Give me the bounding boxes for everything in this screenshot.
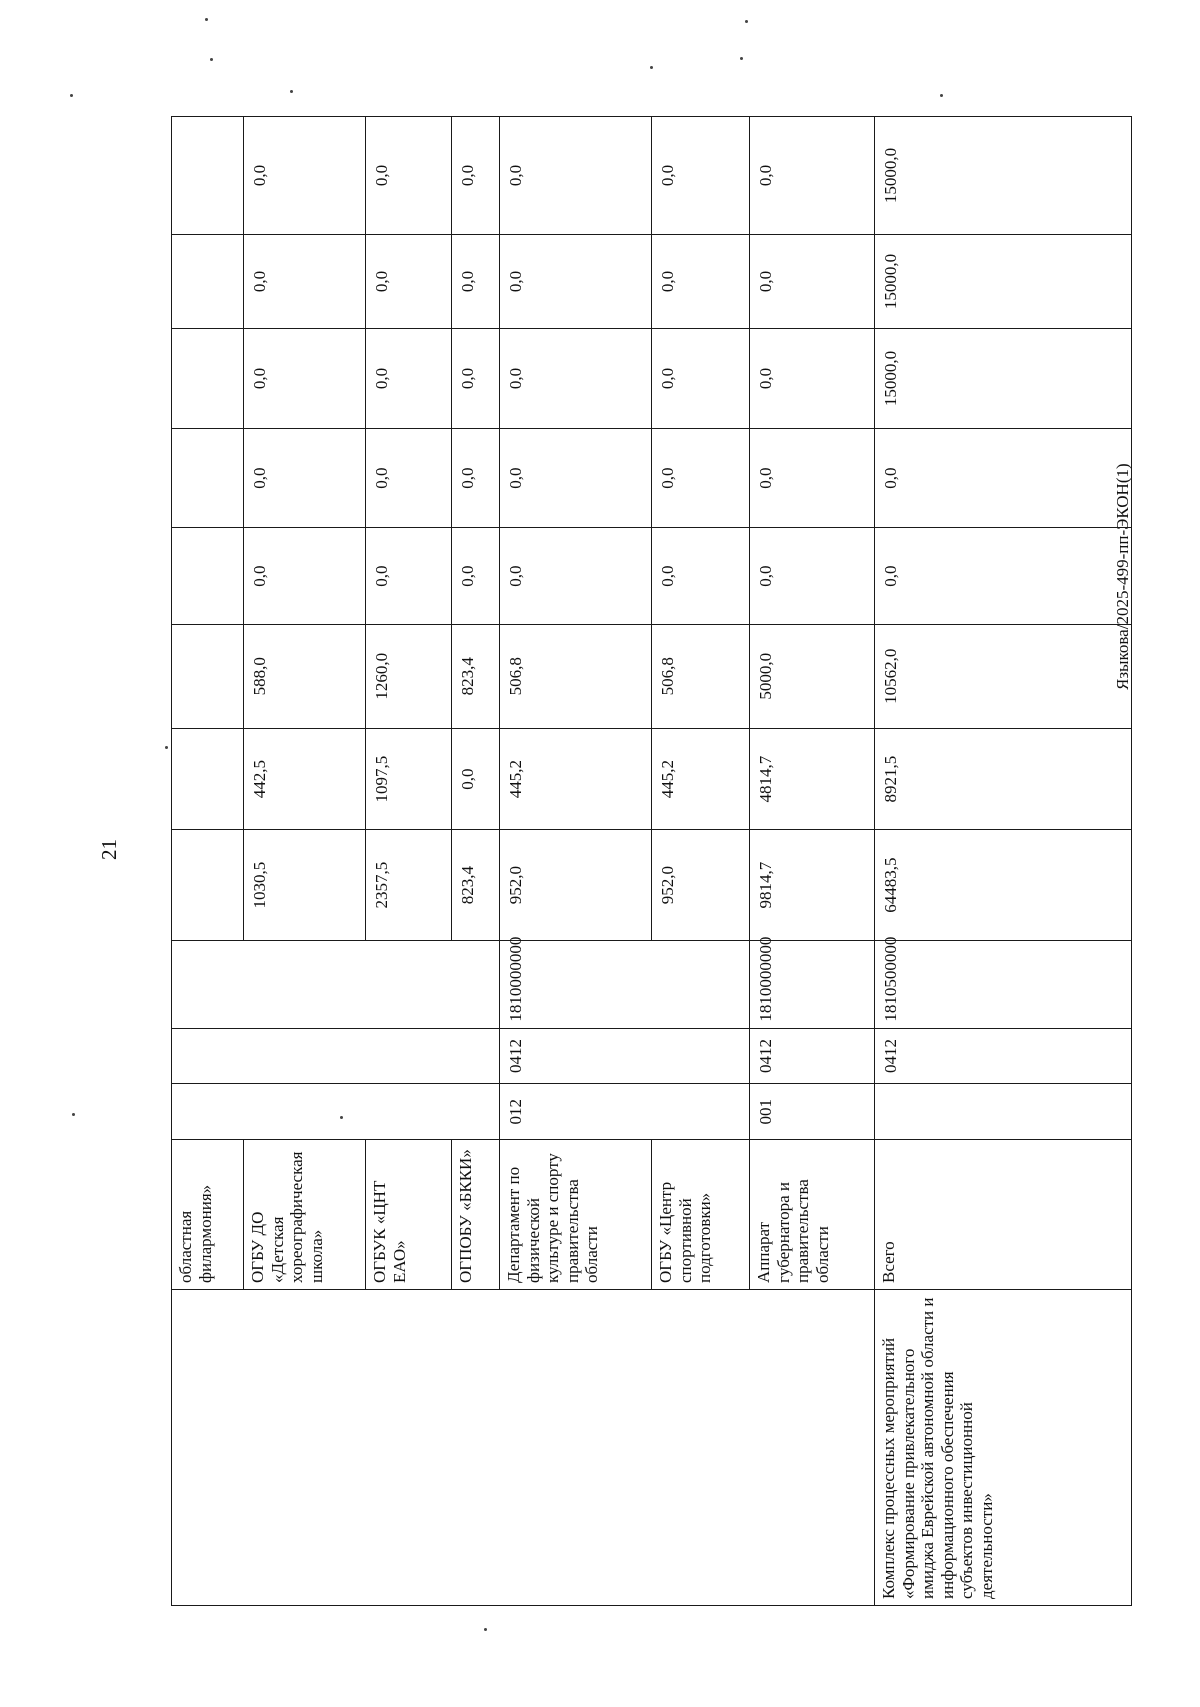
grbs-cell: 001 <box>750 1084 875 1140</box>
executor-cell: Всего <box>875 1140 1132 1290</box>
value-cell: 1260,0 <box>366 624 452 728</box>
page-number: 21 <box>97 839 121 860</box>
value-cell <box>172 234 244 328</box>
csr-cell: 1810000000 <box>750 940 875 1028</box>
scan-dot <box>210 58 213 61</box>
footer-code: Языкова/2025-499-пп-ЭКОН(1) <box>1113 463 1132 690</box>
executor-cell: Департамент по физической культуре и спорту правительства области <box>500 1140 652 1290</box>
value-cell: 0,0 <box>452 528 500 624</box>
value-cell: 0,0 <box>652 528 750 624</box>
value-cell <box>172 117 244 235</box>
executor-cell: ОГБУК «ЦНТ ЕАО» <box>366 1140 452 1290</box>
value-cell: 0,0 <box>750 329 875 429</box>
value-cell <box>172 728 244 830</box>
value-cell <box>172 624 244 728</box>
value-cell: 0,0 <box>652 234 750 328</box>
value-cell: 0,0 <box>244 234 366 328</box>
executor-cell: Аппарат губернатора и правительства области <box>750 1140 875 1290</box>
value-cell: 0,0 <box>366 528 452 624</box>
value-cell: 15000,0 <box>875 117 1132 235</box>
value-cell: 0,0 <box>875 528 1132 624</box>
value-cell: 15000,0 <box>875 234 1132 328</box>
value-cell: 952,0 <box>500 830 652 940</box>
scan-dot <box>205 18 208 21</box>
value-cell: 588,0 <box>244 624 366 728</box>
value-cell: 0,0 <box>750 234 875 328</box>
value-cell: 0,0 <box>366 329 452 429</box>
value-cell: 823,4 <box>452 830 500 940</box>
value-cell: 0,0 <box>500 117 652 235</box>
value-cell: 0,0 <box>244 528 366 624</box>
rz-cell <box>172 1028 500 1084</box>
value-cell: 0,0 <box>750 528 875 624</box>
executor-cell: ОГБУ «Центр спортивной подготовки» <box>652 1140 750 1290</box>
value-cell: 442,5 <box>244 728 366 830</box>
value-cell: 445,2 <box>652 728 750 830</box>
value-cell: 0,0 <box>500 428 652 528</box>
scan-dot <box>290 90 293 93</box>
value-cell: 0,0 <box>366 428 452 528</box>
value-cell: 0,0 <box>244 117 366 235</box>
value-cell: 9814,7 <box>750 830 875 940</box>
value-cell: 64483,5 <box>875 830 1132 940</box>
value-cell <box>172 830 244 940</box>
value-cell: 5000,0 <box>750 624 875 728</box>
value-cell: 0,0 <box>366 117 452 235</box>
value-cell: 0,0 <box>452 234 500 328</box>
executor-cell: областная филармония» <box>172 1140 244 1290</box>
value-cell: 952,0 <box>652 830 750 940</box>
scan-dot <box>484 1628 487 1631</box>
rz-cell: 0412 <box>750 1028 875 1084</box>
value-cell: 506,8 <box>500 624 652 728</box>
scan-dot <box>745 20 748 23</box>
value-cell: 0,0 <box>366 234 452 328</box>
value-cell: 0,0 <box>452 428 500 528</box>
value-cell: 8921,5 <box>875 728 1132 830</box>
value-cell: 1030,5 <box>244 830 366 940</box>
value-cell <box>172 428 244 528</box>
value-cell: 15000,0 <box>875 329 1132 429</box>
budget-table <box>171 116 1132 1606</box>
scan-dot <box>70 94 73 97</box>
budget-table-rotated <box>171 116 1131 1606</box>
value-cell: 0,0 <box>750 117 875 235</box>
value-cell: 506,8 <box>652 624 750 728</box>
value-cell: 0,0 <box>500 329 652 429</box>
value-cell: 823,4 <box>452 624 500 728</box>
scan-dot <box>72 1113 75 1116</box>
grbs-cell <box>875 1084 1132 1140</box>
value-cell <box>172 528 244 624</box>
value-cell: 0,0 <box>452 329 500 429</box>
scan-dot <box>650 66 653 69</box>
grbs-cell <box>172 1084 500 1140</box>
table-row <box>875 117 1132 1606</box>
scan-dot <box>940 94 943 97</box>
value-cell: 0,0 <box>452 117 500 235</box>
value-cell: 0,0 <box>750 428 875 528</box>
value-cell: 0,0 <box>452 728 500 830</box>
value-cell: 0,0 <box>244 329 366 429</box>
rz-cell: 0412 <box>875 1028 1132 1084</box>
value-cell: 1097,5 <box>366 728 452 830</box>
program-cell: Комплекс процессных мероприятий «Формирование привлекательного имиджа Еврейской автономной области и информационного обеспечения субъектов инвестиционной деятельности» <box>875 1290 1132 1606</box>
value-cell: 0,0 <box>500 528 652 624</box>
value-cell: 0,0 <box>500 234 652 328</box>
value-cell: 4814,7 <box>750 728 875 830</box>
csr-cell: 1810500000 <box>875 940 1132 1028</box>
value-cell: 0,0 <box>244 428 366 528</box>
program-cell-empty <box>172 1290 875 1606</box>
value-cell: 445,2 <box>500 728 652 830</box>
value-cell: 0,0 <box>875 428 1132 528</box>
executor-cell: ОГПОБУ «БККИ» <box>452 1140 500 1290</box>
csr-cell: 1810000000 <box>500 940 750 1028</box>
scan-dot <box>740 57 743 60</box>
value-cell: 0,0 <box>652 329 750 429</box>
value-cell: 0,0 <box>652 117 750 235</box>
value-cell: 0,0 <box>652 428 750 528</box>
csr-cell <box>172 940 500 1028</box>
value-cell <box>172 329 244 429</box>
value-cell: 10562,0 <box>875 624 1132 728</box>
rz-cell: 0412 <box>500 1028 750 1084</box>
value-cell: 2357,5 <box>366 830 452 940</box>
executor-cell: ОГБУ ДО «Детская хореографическая школа» <box>244 1140 366 1290</box>
scan-dot <box>165 746 168 749</box>
grbs-cell: 012 <box>500 1084 750 1140</box>
table-row <box>172 117 244 1606</box>
